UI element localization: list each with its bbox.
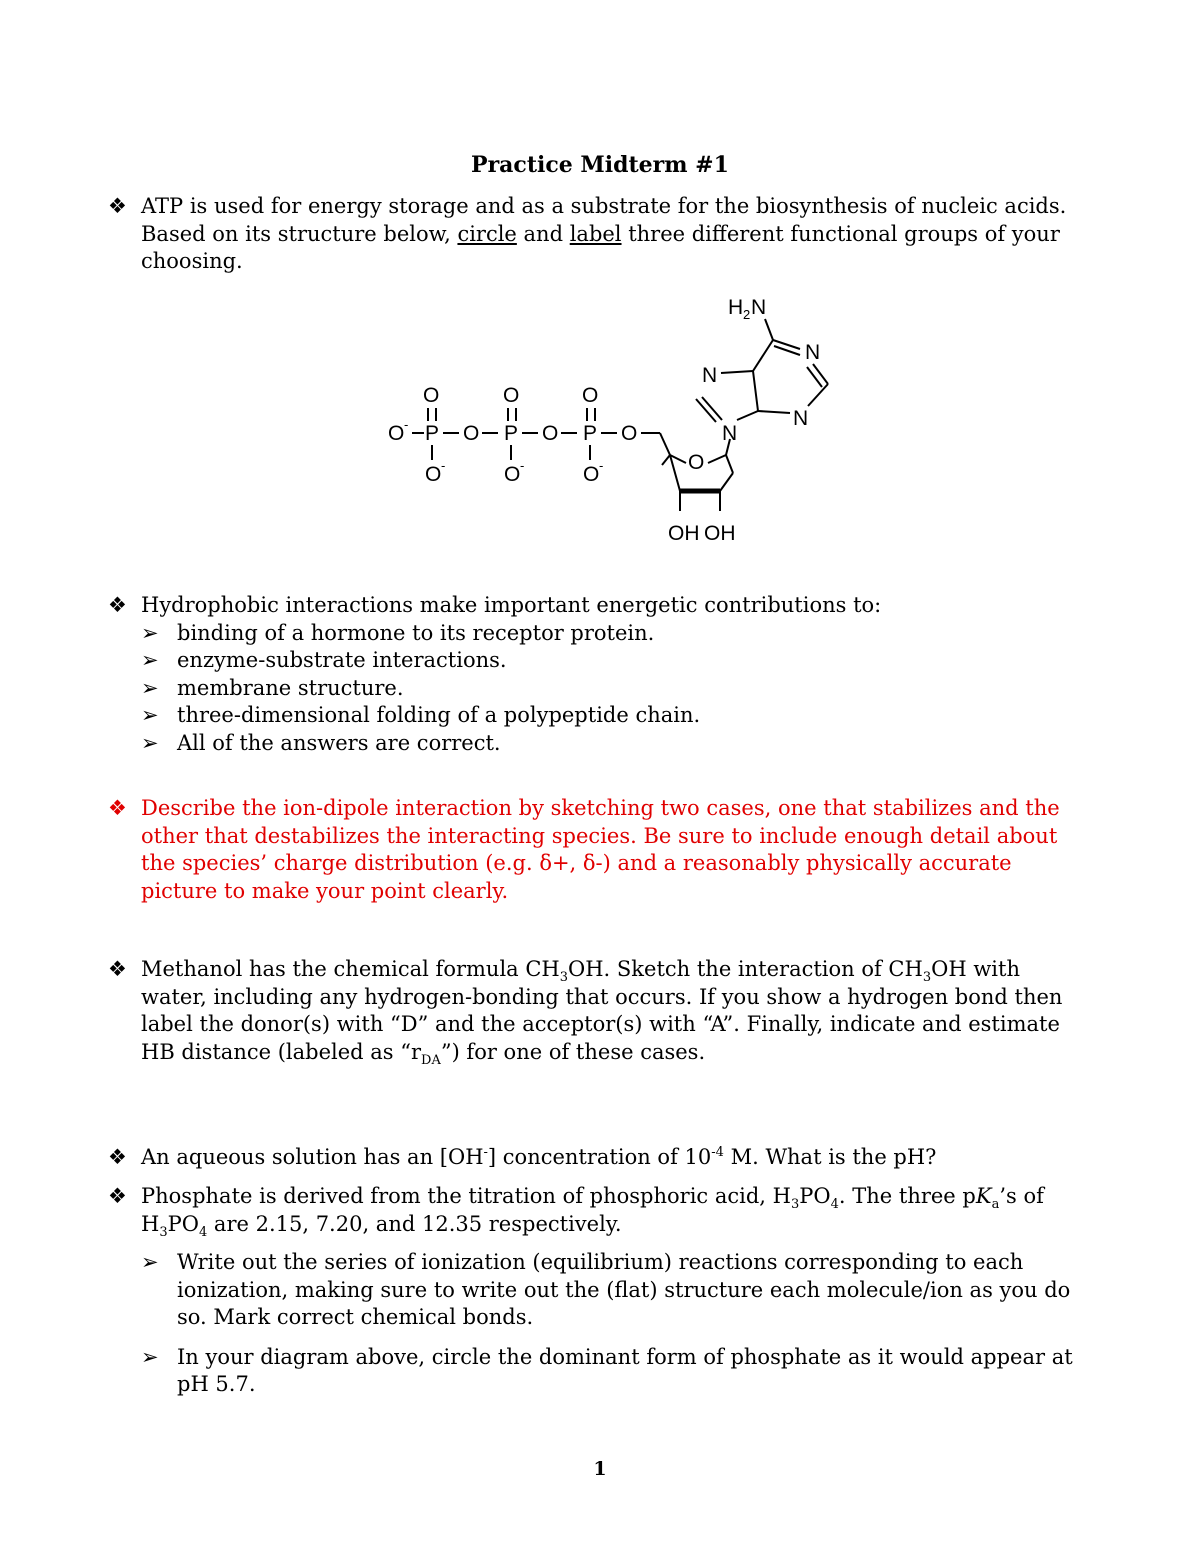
- atp-atom-o-bridge3: O: [621, 422, 638, 445]
- question-2-stem: Hydrophobic interactions make important energetic contributions to:: [141, 593, 882, 617]
- atp-atom-o-top1: O: [423, 384, 440, 407]
- arrow-bullet-icon: ➢: [141, 1344, 159, 1369]
- atp-atom-p2: P: [504, 422, 519, 445]
- question-4-text: Methanol has the chemical formula $CH_3OH$. Sketch the interaction of $CH_3OH$ with water, including any hydrogen-bonding that occurs. If you show a hydrogen bond then label the donor(s) with “D” and the acceptor(s) with “A”. Finally, indicate and estimate HB distance (labeled as “$r_{DA}$”) for one of these cases.: [141, 957, 1063, 1068]
- diamond-bullet-icon: ❖: [108, 1145, 127, 1169]
- atp-atom-n9: N: [722, 422, 738, 445]
- question-4: [108, 956, 1088, 1066]
- page-title: Practice Midterm #1: [471, 152, 729, 178]
- atp-amine-n: N: [751, 296, 767, 319]
- arrow-bullet-icon: ➢: [141, 703, 159, 727]
- atp-amine-subscript: 2: [743, 307, 751, 322]
- option-item: ➢ membrane structure.: [141, 675, 1088, 703]
- question-3: [108, 795, 1088, 905]
- option-item: ➢ All of the answers are correct.: [141, 730, 1088, 758]
- arrow-bullet-icon: ➢: [141, 648, 159, 672]
- option-item: ➢ enzyme-substrate interactions.: [141, 647, 1088, 675]
- atp-oh-3prime: OH: [704, 522, 736, 545]
- atp-atom-o-minus2: O: [504, 463, 521, 486]
- arrow-bullet-icon: ➢: [141, 730, 159, 755]
- question-5: [108, 1144, 1088, 1172]
- diamond-bullet-icon: ❖: [108, 1184, 127, 1208]
- question-6-text: Phosphate is derived from the titration of phosphoric acid, $H_3PO_4$. The three $pK_a’s$ of $H_3PO_4$ are 2.15, 7.20, and 12.35 respectively.: [141, 1184, 1044, 1240]
- diamond-bullet-icon: ❖: [108, 796, 127, 820]
- svg-text:-: -: [599, 458, 604, 473]
- atp-amine-h: H: [728, 296, 744, 319]
- atp-atom-p1: P: [425, 422, 440, 445]
- arrow-bullet-icon: ➢: [141, 620, 159, 645]
- diamond-bullet-icon: ❖: [108, 593, 127, 617]
- atp-atom-o-bridge2: O: [542, 422, 559, 445]
- label-emphasis: label: [569, 221, 622, 246]
- atp-structure-diagram: [380, 285, 850, 555]
- atp-atom-o-left: O: [388, 422, 405, 445]
- atp-atom-o-minus1: O: [425, 463, 442, 486]
- circle-emphasis: circle: [457, 221, 517, 246]
- atp-atom-o-ring: O: [688, 451, 705, 474]
- arrow-bullet-icon: ➢: [141, 675, 159, 700]
- diamond-bullet-icon: ❖: [108, 957, 127, 981]
- svg-text:-: -: [441, 458, 446, 473]
- question-3-text: Describe the ion-dipole interaction by sketching two cases, one that stabilizes and the other that destabilizes the interacting species. Be sure to include enough detail about the species’ charge distribution (e.g. δ+, δ-) and a reasonably physically accurate picture to make your point clearly.: [141, 796, 1060, 903]
- sub-question-6a: ➢ Write out the series of ionization (equilibrium) reactions corresponding to each ionization, making sure to write out the (flat) structure each molecule/ion as you do so. Mark correct chemical bonds.: [141, 1250, 1071, 1329]
- svg-text:-: -: [520, 458, 525, 473]
- atp-atom-o-top3: O: [582, 384, 599, 407]
- option-item: ➢ three-dimensional folding of a polypeptide chain.: [141, 702, 1088, 730]
- atp-atom-n7: N: [702, 364, 718, 387]
- sub-question-6b: ➢ In your diagram above, circle the dominant form of phosphate as it would appear at pH 5.7.: [141, 1344, 1073, 1396]
- atp-atom-n3: N: [793, 407, 809, 430]
- atp-atom-n1: N: [805, 341, 821, 364]
- atp-oh-2prime: OH: [668, 522, 700, 545]
- atp-atom-o-minus3: O: [583, 463, 600, 486]
- page-number: 1: [593, 1458, 607, 1480]
- question-1-text: ATP is used for energy storage and as a substrate for the biosynthesis of nucleic acids. Based on its structure below, circle and label three different functional groups of your choosing.: [141, 194, 1067, 273]
- question-5-text: An aqueous solution has an [OH-] concentration of $10^{-4}$ M. What is the pH?: [141, 1145, 937, 1169]
- atp-atom-p3: P: [583, 422, 598, 445]
- atp-atom-o-bridge1: O: [463, 422, 480, 445]
- diamond-bullet-icon: ❖: [108, 194, 127, 218]
- arrow-bullet-icon: ➢: [141, 1250, 159, 1274]
- question-6: [108, 1183, 1088, 1399]
- question-1: [108, 193, 1088, 276]
- svg-text:-: -: [404, 417, 409, 432]
- question-2: [108, 592, 1088, 757]
- option-item: ➢ binding of a hormone to its receptor protein.: [141, 620, 1088, 648]
- atp-atom-o-top2: O: [503, 384, 520, 407]
